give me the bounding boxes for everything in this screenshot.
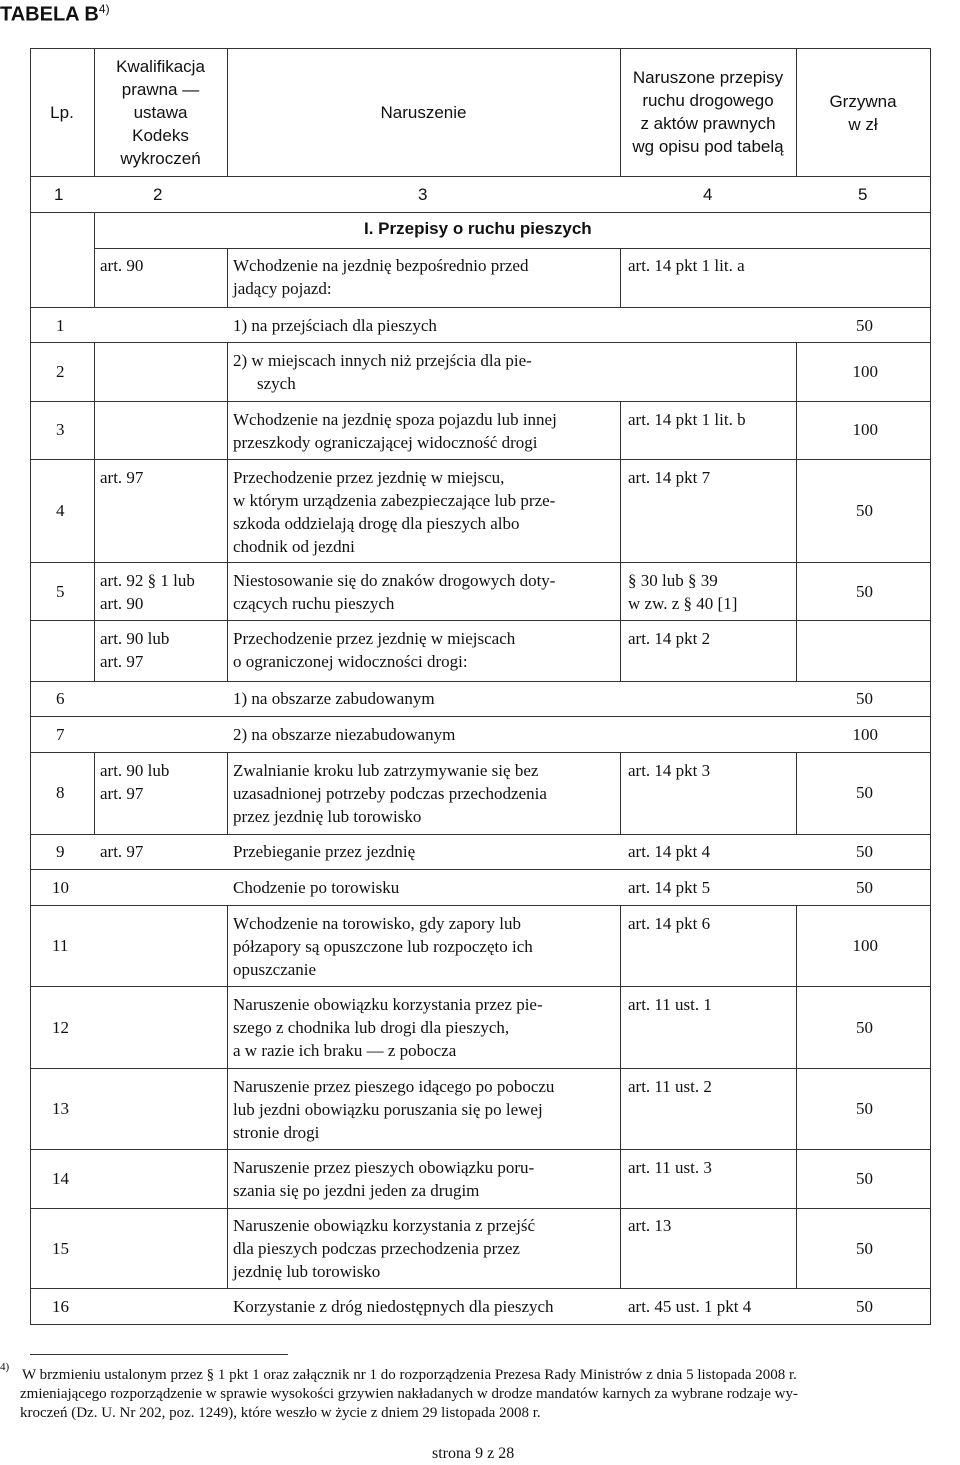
header-lp: Lp. — [50, 103, 74, 122]
lp-cell: 7 — [56, 725, 65, 744]
fine-cell: 50 — [856, 316, 873, 335]
qualification-cell: art. 90 lub art. 97 — [100, 761, 170, 803]
footnote-mark: 4) — [0, 1361, 10, 1373]
violation-cell: Niestosowanie się do znaków drogowych doty- czących ruchu pieszych — [233, 571, 556, 613]
violation-cell: Chodzenie po torowisku — [233, 878, 400, 897]
rule-cell: art. 14 pkt 2 — [628, 629, 711, 648]
rule-cell: art. 13 — [628, 1216, 672, 1235]
column-divider — [620, 752, 621, 834]
rule-cell: art. 14 pkt 1 lit. a — [628, 256, 745, 275]
column-divider — [796, 905, 797, 1288]
rule-cell: art. 14 pkt 5 — [628, 878, 711, 897]
header-violation: Naruszenie — [380, 103, 467, 122]
fine-cell: 100 — [852, 420, 878, 439]
violation-cell: Zwalnianie kroku lub zatrzymywanie się bez uzasadnionej potrzeby podczas przechodzenia przez jezdnię lub torowisko — [233, 761, 547, 826]
lp-cell: 12 — [52, 1018, 69, 1037]
lp-cell: 6 — [56, 689, 65, 708]
lp-cell: 3 — [56, 420, 65, 439]
row-divider — [30, 681, 931, 682]
qualification-cell: art. 90 lub art. 97 — [100, 629, 170, 671]
violation-cell: Wchodzenie na jezdnię bezpośrednio przed jadący pojazd: — [233, 256, 529, 298]
lp-cell: 15 — [52, 1239, 69, 1258]
fine-cell: 50 — [856, 1297, 873, 1316]
fine-cell: 50 — [856, 1169, 873, 1188]
rule-cell: art. 14 pkt 6 — [628, 914, 711, 933]
section-title: I. Przepisy o ruchu pieszych — [364, 219, 592, 238]
violation-cell: 1) na przejściach dla pieszych — [233, 316, 437, 335]
column-divider — [620, 401, 621, 681]
fine-cell: 50 — [856, 582, 873, 601]
column-divider — [94, 212, 95, 307]
violation-cell: Wchodzenie na jezdnię spoza pojazdu lub innej przeszkody ograniczającej widoczność drogi — [233, 410, 557, 452]
rule-cell: art. 14 pkt 3 — [628, 761, 711, 780]
rule-cell: art. 14 pkt 4 — [628, 842, 711, 861]
fine-cell: 50 — [856, 689, 873, 708]
column-number: 3 — [418, 185, 428, 204]
section-divider — [94, 248, 931, 249]
row-divider — [30, 1288, 931, 1289]
violation-cell: 2) w miejscach innych niż przejścia dla pie- szych — [233, 351, 532, 393]
qualification-cell: art. 97 — [100, 842, 144, 861]
column-divider — [227, 342, 228, 681]
table-border-left — [30, 48, 31, 1324]
rule-cell: art. 14 pkt 7 — [628, 468, 711, 487]
fine-cell: 50 — [856, 501, 873, 520]
page-number: strona 9 z 28 — [432, 1445, 515, 1462]
header-rules: Naruszone przepisy ruchu drogowego z aktów prawnych wg opisu pod tabelą — [632, 68, 784, 156]
column-number-divider — [30, 212, 931, 213]
fine-cell: 100 — [852, 362, 878, 381]
violation-cell: Naruszenie obowiązku korzystania z przejść dla pieszych podczas przechodzenia przez jezdnię lub torowisko — [233, 1216, 536, 1281]
header-fine: Grzywna w zł — [829, 92, 897, 134]
footnote-separator — [30, 1354, 288, 1355]
column-divider — [620, 905, 621, 1288]
header-qualification: Kwalifikacja prawna — ustawa Kodeks wykroczeń — [116, 57, 205, 168]
footnote-text: W brzmieniu ustalonym przez § 1 pkt 1 oraz załącznik nr 1 do rozporządzenia Prezesa Rady Ministrów z dnia 5 listopada 2008 r. zmieniającego rozporządzenie w sprawie wysokości grzywien nakładanych w drodze mandatów karnych za wybrane rodzaje wy- kroczeń (Dz. U. Nr 202, poz. 1249), które weszło w życie z dniem 29 listopada 2008 r. — [20, 1367, 799, 1421]
violation-cell: Naruszenie przez pieszego idącego po poboczu lub jezdni obowiązku poruszania się po lewej stronie drogi — [233, 1077, 555, 1142]
lp-cell: 11 — [52, 936, 69, 955]
fine-cell: 50 — [856, 1099, 873, 1118]
violation-cell: Przechodzenie przez jezdnię w miejscu, w którym urządzenia zabezpieczające lub prze- szkoda oddzielają drogę dla pieszych albo chodnik od jezdni — [233, 468, 556, 556]
row-divider — [30, 869, 931, 870]
qualification-cell: art. 92 § 1 lub art. 90 — [100, 571, 195, 613]
violation-cell: Przechodzenie przez jezdnię w miejscach o ograniczonej widoczności drogi: — [233, 629, 516, 671]
rule-cell: art. 11 ust. 3 — [628, 1158, 712, 1177]
fine-cell: 50 — [856, 783, 873, 802]
violation-cell: Korzystanie z dróg niedostępnych dla pieszych — [233, 1297, 554, 1316]
qualification-cell: art. 97 — [100, 468, 144, 487]
fine-cell: 100 — [852, 936, 878, 955]
column-divider — [227, 752, 228, 834]
column-divider — [796, 752, 797, 834]
lp-cell: 14 — [52, 1169, 69, 1188]
row-divider — [30, 834, 931, 835]
rule-cell: art. 11 ust. 2 — [628, 1077, 712, 1096]
violation-cell: Naruszenie przez pieszych obowiązku poru- szania się po jezdni jeden za drugim — [233, 1158, 535, 1200]
lp-cell: 2 — [56, 362, 65, 381]
lp-cell: 10 — [52, 878, 69, 897]
violation-cell: Przebieganie przez jezdnię — [233, 842, 416, 861]
table-title-text: TABELA B — [0, 3, 99, 26]
table-title — [0, 2, 110, 27]
footnote-reference: 4) — [98, 2, 110, 16]
violation-cell: 2) na obszarze niezabudowanym — [233, 725, 456, 744]
fine-cell: 50 — [856, 878, 873, 897]
lp-cell: 13 — [52, 1099, 69, 1118]
column-divider — [620, 248, 621, 307]
column-divider — [227, 248, 228, 307]
fine-cell: 100 — [852, 725, 878, 744]
lp-cell: 8 — [56, 783, 65, 802]
column-divider — [94, 752, 95, 834]
rule-cell: art. 14 pkt 1 lit. b — [628, 410, 746, 429]
lp-cell: 4 — [56, 501, 65, 520]
rule-cell: art. 11 ust. 1 — [628, 995, 712, 1014]
table-border-bottom — [30, 1324, 931, 1325]
column-number: 4 — [703, 185, 713, 204]
column-number: 5 — [858, 185, 868, 204]
table-border-right — [930, 48, 931, 1324]
violation-cell: Wchodzenie na torowisko, gdy zapory lub półzapory są opuszczone lub rozpoczęto ich opuszczanie — [233, 914, 533, 979]
fine-cell: 50 — [856, 1018, 873, 1037]
fine-cell: 50 — [856, 1239, 873, 1258]
rule-cell: § 30 lub § 39 w zw. z § 40 [1] — [628, 571, 738, 613]
qualification-cell: art. 90 — [100, 256, 144, 275]
column-number: 2 — [153, 185, 163, 204]
column-number: 1 — [54, 185, 64, 204]
header-divider — [30, 176, 931, 177]
lp-cell: 16 — [52, 1297, 69, 1316]
lp-cell: 9 — [56, 842, 65, 861]
column-divider — [796, 342, 797, 681]
fine-cell: 50 — [856, 842, 873, 861]
lp-cell: 1 — [56, 316, 65, 335]
column-divider — [94, 342, 95, 681]
violation-cell: 1) na obszarze zabudowanym — [233, 689, 435, 708]
row-divider — [30, 307, 931, 308]
column-divider — [227, 905, 228, 1288]
violation-cell: Naruszenie obowiązku korzystania przez pie- szego z chodnika lub drogi dla pieszych, a w razie ich braku — z pobocza — [233, 995, 543, 1060]
row-divider — [30, 716, 931, 717]
rule-cell: art. 45 ust. 1 pkt 4 — [628, 1297, 752, 1316]
lp-cell: 5 — [56, 582, 65, 601]
